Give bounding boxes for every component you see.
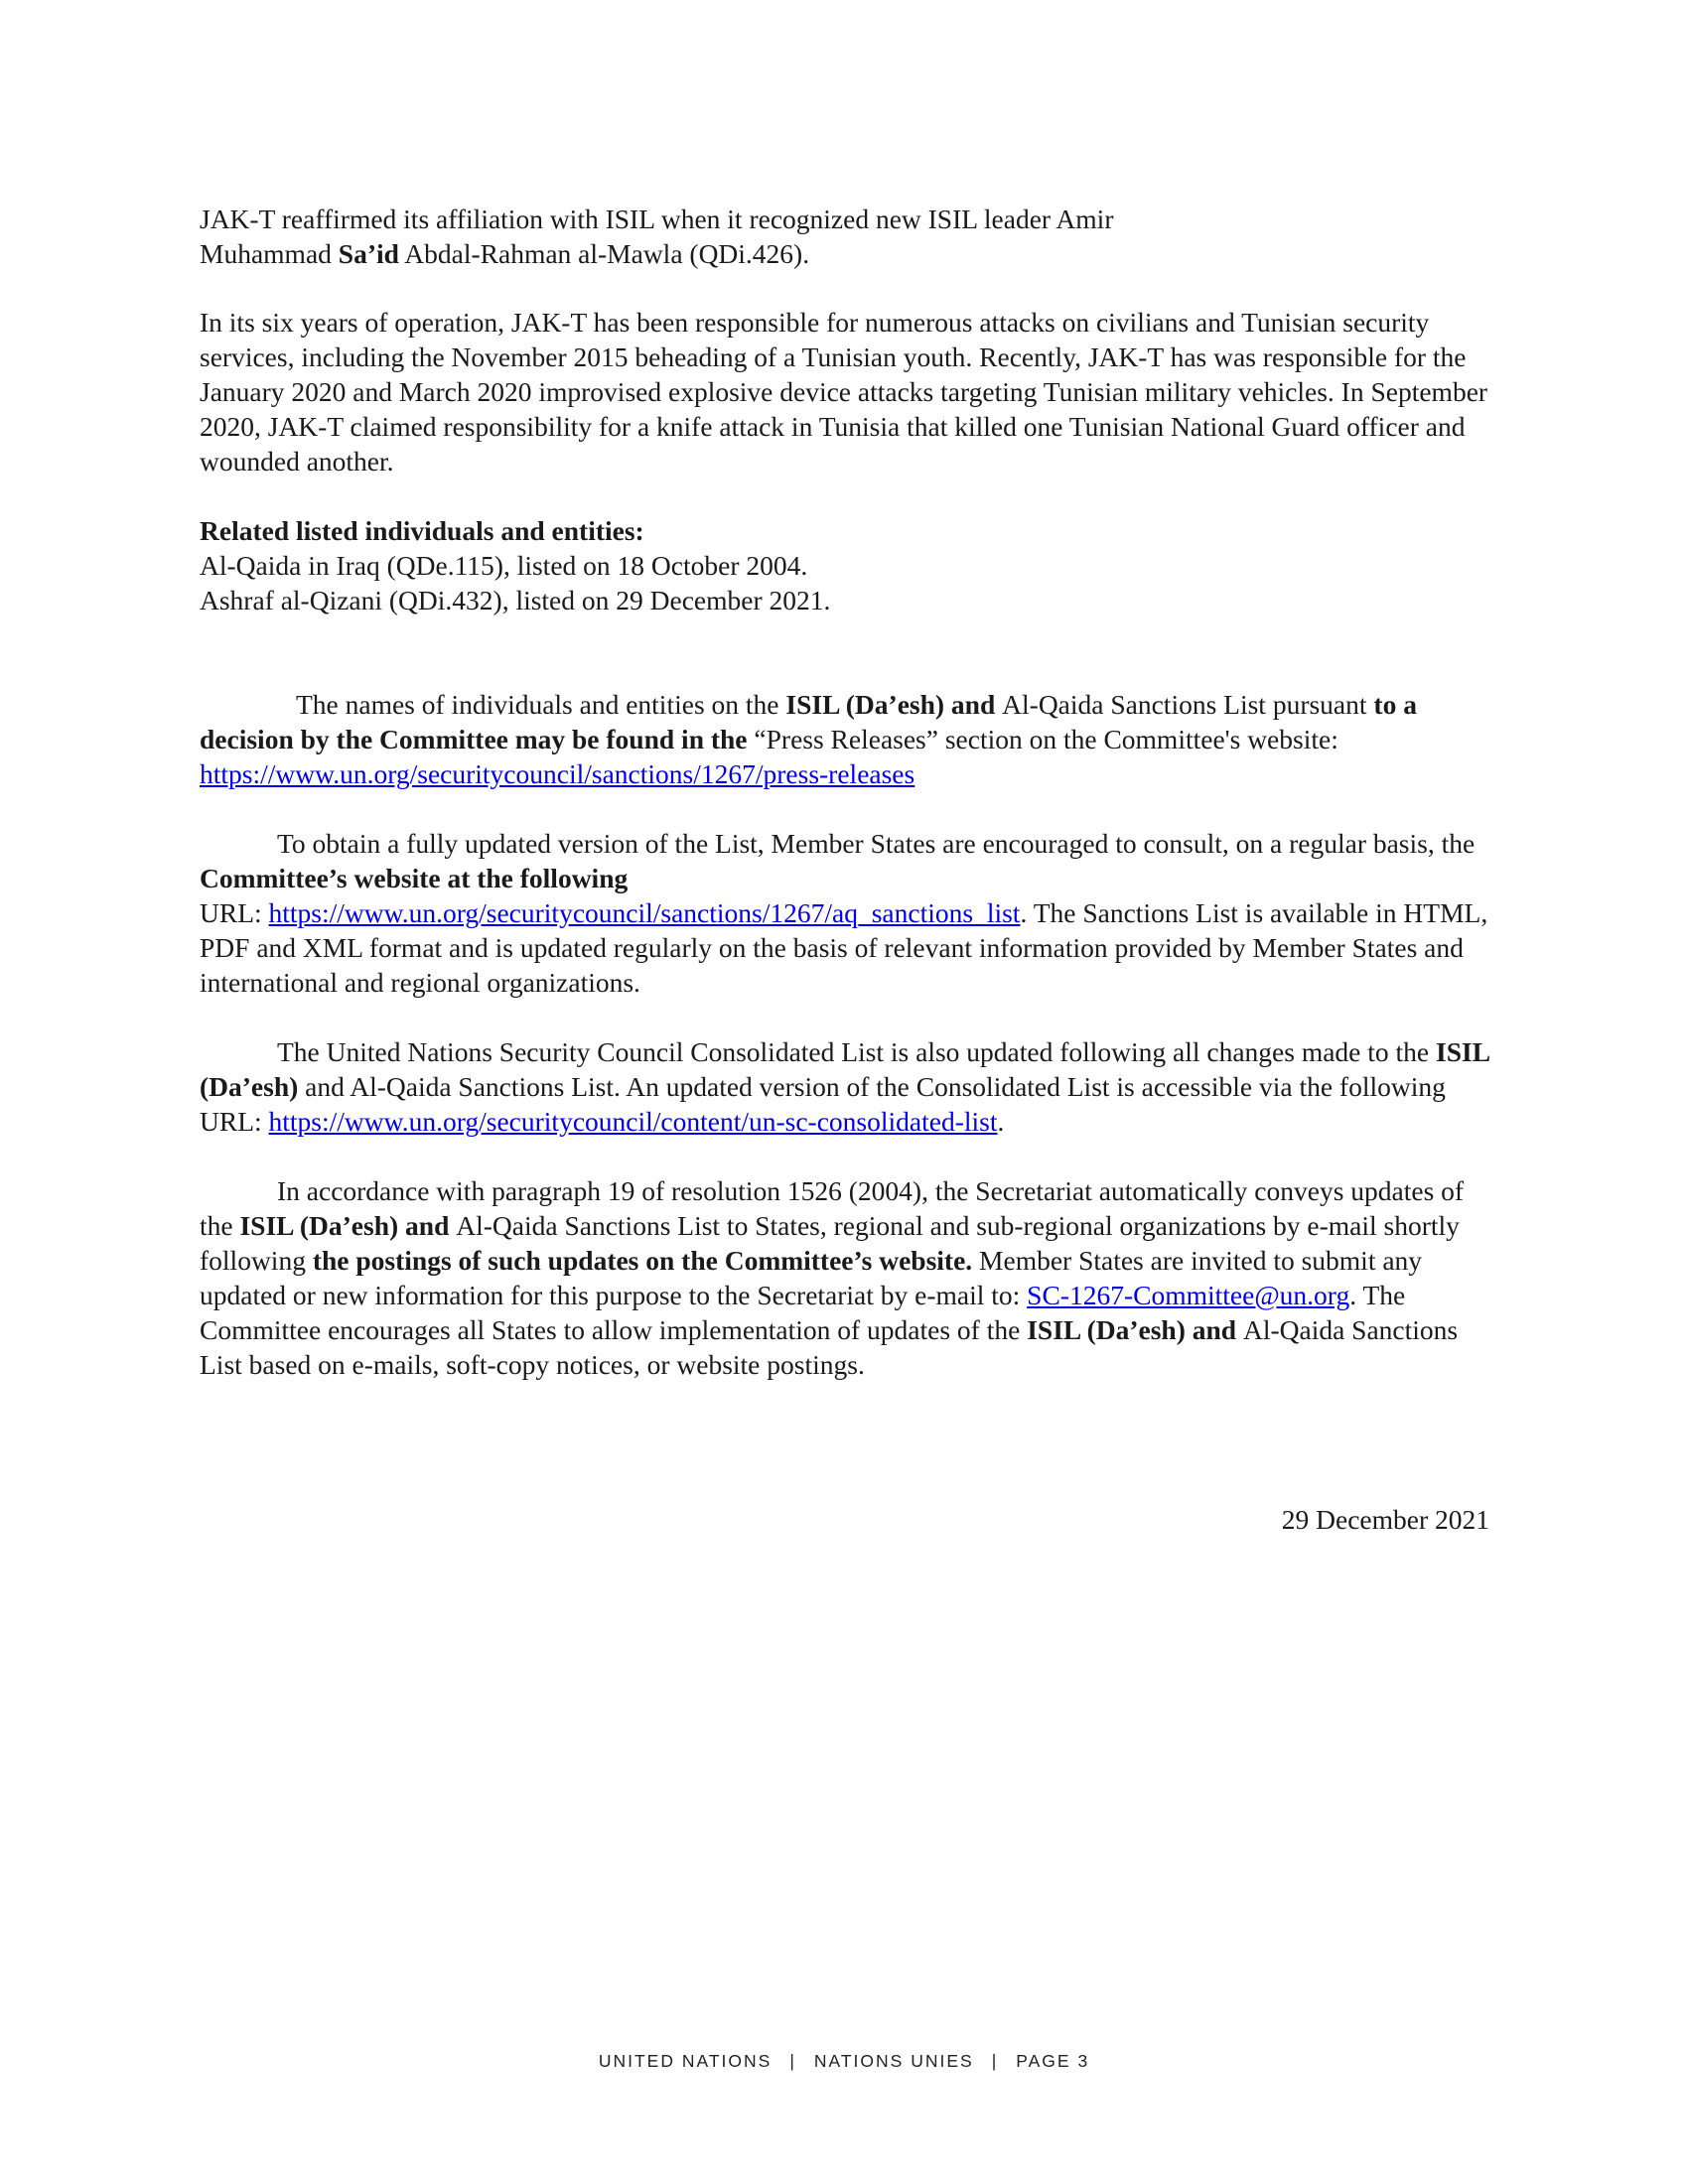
consolidated-paragraph [200,1034,1490,1139]
consolidated-list-link[interactable]: https://www.un.org/securitycouncil/content/un-sc-consolidated-list [268,1106,998,1137]
related-item-2: Ashraf al-Qizani (QDi.432), listed on 29 December 2021. [200,585,831,615]
names-paragraph [200,687,1490,791]
consolidated-bold-1: ISIL (Da’esh) [200,1036,1489,1102]
accordance-text-4: . The Committee encourages all States to allow implementation of updates of the [200,1280,1406,1345]
names-bold-2: to a decision by the Committee may be found in the [200,689,1417,754]
obtain-text-1: To obtain a fully updated version of the List, Member States are encouraged to consult, on a regular basis, the [277,828,1476,859]
affiliation-line-2-start: Muhammad [200,238,339,269]
obtain-bold-1: Committee’s website at the following [200,863,629,893]
document-date: 29 December 2021 [1281,1504,1489,1535]
affiliation-line-1: JAK-T reaffirmed its affiliation with ISIL when it recognized new ISIL leader Amir [200,204,1114,234]
accordance-text-2: Al-Qaida Sanctions List to States, regional and sub-regional organizations by e-mail shortly following [200,1210,1460,1276]
footer-org-en: UNITED NATIONS [598,2051,773,2071]
accordance-bold-3: ISIL (Da’esh) and [1027,1314,1243,1345]
names-bold-1: ISIL (Da’esh) and [785,689,1003,720]
consolidated-text-3: . [997,1106,1005,1137]
accordance-text-5: Al-Qaida Sanctions List based on e-mails, soft-copy notices, or website postings. [200,1314,1459,1380]
accordance-text-1: In accordance with paragraph 19 of resolution 1526 (2004), the Secretariat automatically conveys updates of the [200,1175,1465,1241]
footer-org-fr: NATIONS UNIES [813,2051,974,2071]
accordance-bold-2: the postings of such updates on the Committee’s website. [312,1245,973,1276]
footer-separator-2: | [991,2051,999,2071]
affiliation-paragraph [200,202,1490,271]
related-item-1: Al-Qaida in Iraq (QDe.115), listed on 18 October 2004. [200,550,808,581]
operations-text: In its six years of operation, JAK-T has been responsible for numerous attacks on civilians and Tunisian security services, including the November 2015 beheading of a Tunisian youth. Recently, JAK-T has was responsible for the January 2020 and March 2020 improvised explosive device attacks targeting Tunisian military vehicles. In September 2020, JAK-T claimed responsibility for a knife attack in Tunisia that killed one Tunisian National Guard officer and wounded another. [200,307,1488,477]
obtain-paragraph [200,826,1490,1000]
committee-email-link[interactable]: SC-1267-Committee@un.org [1027,1280,1350,1310]
consolidated-text-1: The United Nations Security Council Consolidated List is also updated following all changes made to the [277,1036,1437,1067]
footer-page-number: PAGE 3 [1016,2051,1090,2071]
names-text-1: The names of individuals and entities on the [296,689,786,720]
accordance-bold-1: ISIL (Da’esh) and [239,1210,457,1241]
names-text-3: “Press Releases” section on the Committee's website: [754,724,1338,754]
press-releases-link[interactable]: https://www.un.org/securitycouncil/sanctions/1267/press-releases [200,758,915,789]
sanctions-list-link[interactable]: https://www.un.org/securitycouncil/sanctions/1267/aq_sanctions_list [268,897,1021,928]
consolidated-text-2: and Al-Qaida Sanctions List. An updated version of the Consolidated List is accessible via the following URL: [200,1071,1446,1137]
related-heading: Related listed individuals and entities: [200,515,644,546]
related-section [200,513,1490,617]
affiliation-line-2-bold: Sa’id [338,238,399,269]
accordance-text-3: Member States are invited to submit any updated or new information for this purpose to the Secretariat by e-mail to: [200,1245,1423,1310]
names-text-2: Al-Qaida Sanctions List pursuant [1002,689,1374,720]
obtain-text-2: URL: [200,897,269,928]
footer-separator-1: | [789,2051,796,2071]
page-footer [0,2051,1688,2072]
affiliation-line-2-end: Abdal-Rahman al-Mawla (QDi.426). [398,238,810,269]
operations-paragraph [200,305,1490,478]
obtain-text-3: . The Sanctions List is available in HTML, PDF and XML format and is updated regularly on the basis of relevant information provided by Member States and international and regional organizations. [200,897,1488,998]
accordance-paragraph [200,1173,1490,1382]
